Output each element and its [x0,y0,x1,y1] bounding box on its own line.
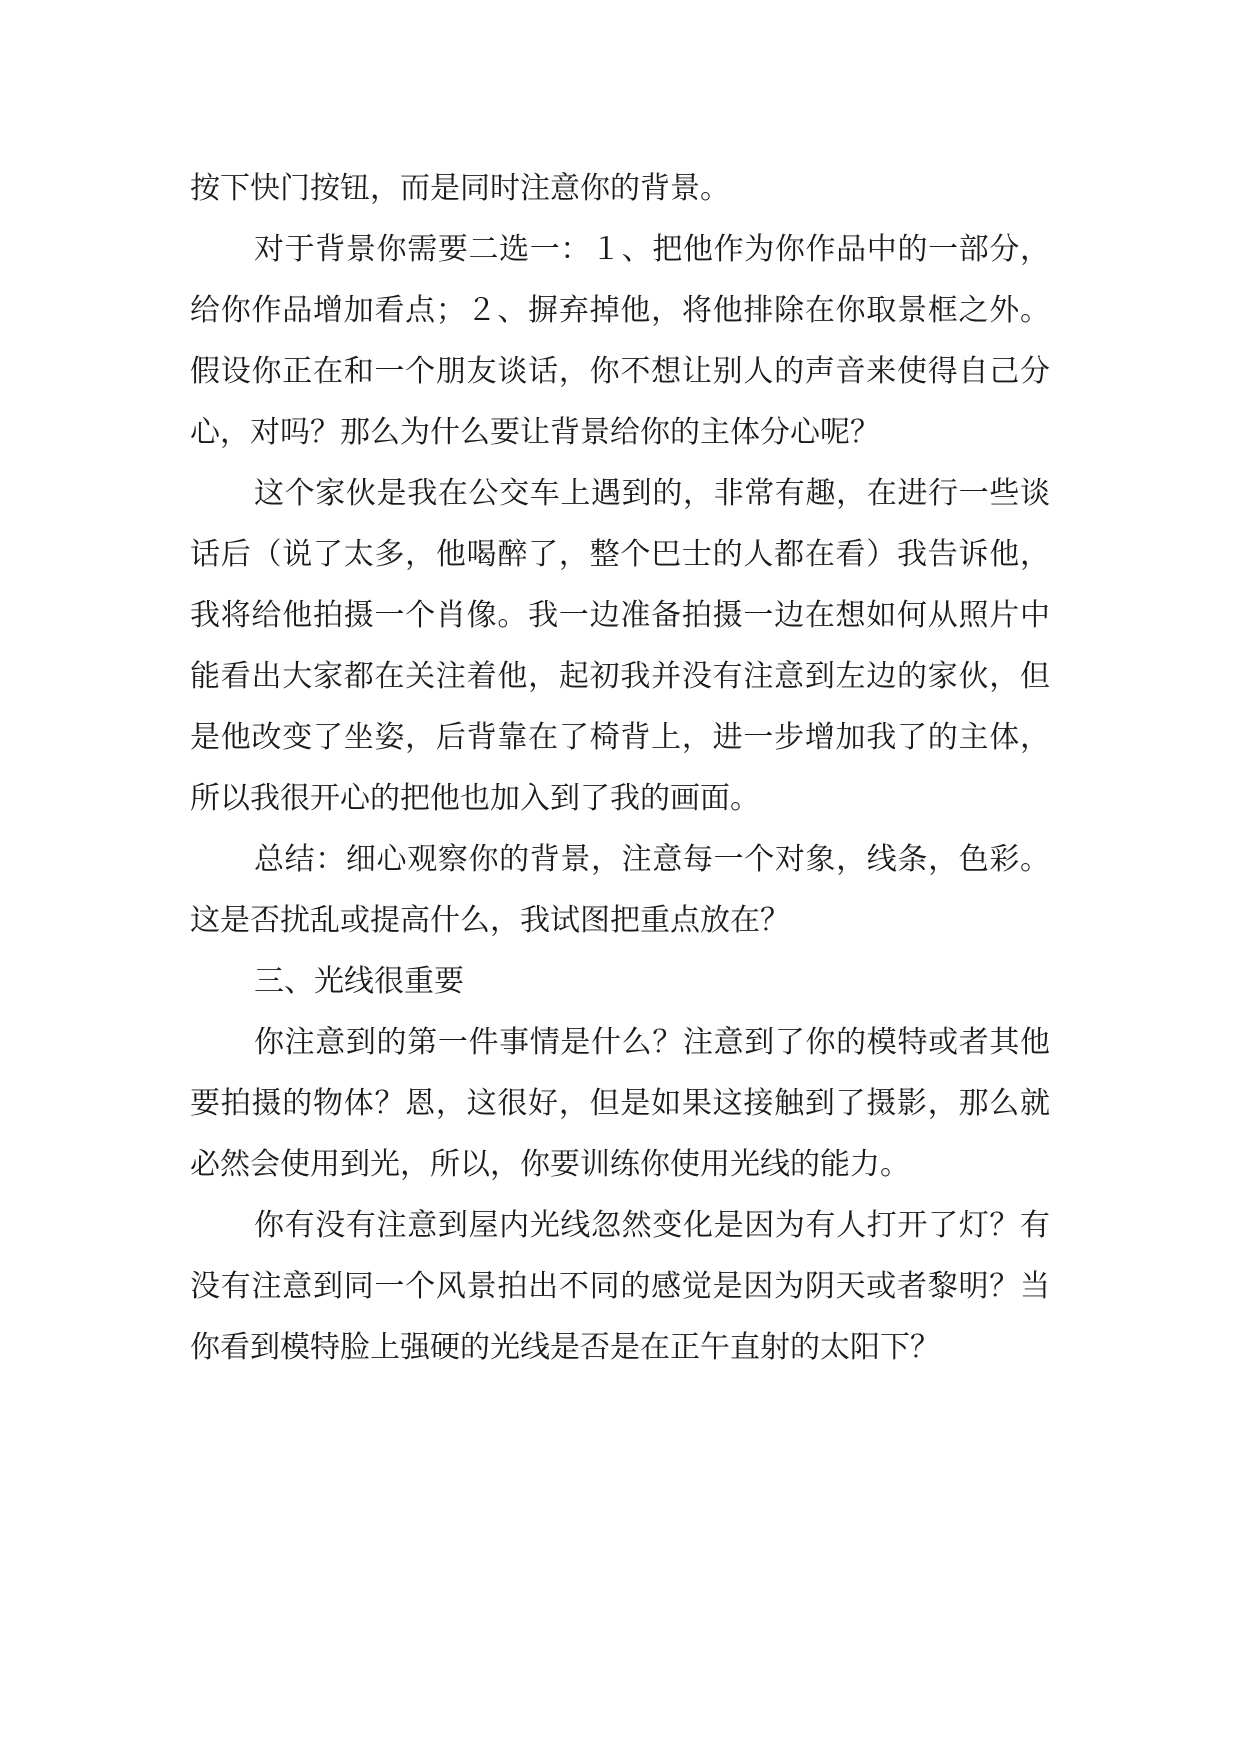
document-page [190,158,1050,1378]
paragraph-summary: 总结：细心观察你的背景，注意每一个对象，线条，色彩。这是否扰乱或提高什么，我试图把重点放在？ [190,842,1050,938]
paragraph-background-choice: 对于背景你需要二选一：１、把他作为你作品中的一部分，给你作品增加看点；２、摒弃掉他，将他排除在你取景框之外。假设你正在和一个朋友谈话，你不想让别人的声音来使得自己分心，对吗？那么为什么要让背景给你的主体分心呢？ [190,232,1050,450]
paragraph-first-thing: 你注意到的第一件事情是什么？注意到了你的模特或者其他要拍摄的物体？恩，这很好，但是如果这接触到了摄影，那么就必然会使用到光，所以，你要训练你使用光线的能力。 [190,1025,1050,1182]
paragraph-continuation: 按下快门按钮，而是同时注意你的背景。 [190,171,730,206]
section-heading-light: 三、光线很重要 [254,964,464,999]
paragraph-bus-story: 这个家伙是我在公交车上遇到的，非常有趣，在进行一些谈话后（说了太多，他喝醉了，整个巴士的人都在看）我告诉他，我将给他拍摄一个肖像。我一边准备拍摄一边在想如何从照片中能看出大家都在关注着他，起初我并没有注意到左边的家伙，但是他改变了坐姿，后背靠在了椅背上，进一步增加我了的主体，所以我很开心的把他也加入到了我的画面。 [190,476,1050,816]
paragraph-light-changes: 你有没有注意到屋内光线忽然变化是因为有人打开了灯？有没有注意到同一个风景拍出不同的感觉是因为阴天或者黎明？当你看到模特脸上强硬的光线是否是在正午直射的太阳下？ [190,1208,1050,1365]
